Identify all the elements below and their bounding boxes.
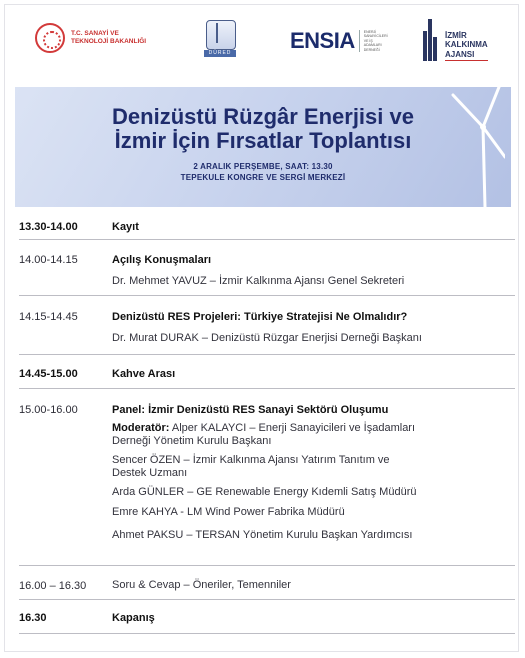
poster-frame bbox=[4, 4, 519, 652]
agenda-time: 15.00-16.00 bbox=[19, 404, 78, 416]
speaker-line: Dr. Mehmet YAVUZ – İzmir Kalkınma Ajansı Genel Sekreteri bbox=[112, 275, 405, 287]
ensia-logo bbox=[290, 28, 390, 54]
ensia-subtitle: ENERJİ SANAYİCİLERİ VE İŞ ADAMLARI DERNEĞİ bbox=[359, 30, 390, 53]
ministry-name-line2: TEKNOLOJİ BAKANLIĞI bbox=[71, 38, 147, 45]
moderator-name: Alper KALAYCI – Enerji Sanayicileri ve İşadamları bbox=[171, 422, 416, 434]
agenda-row bbox=[19, 355, 515, 389]
ensia-wordmark: ENSIA bbox=[290, 28, 355, 53]
agenda-table bbox=[19, 213, 515, 634]
agenda-title: Açılış Konuşmaları bbox=[112, 254, 212, 266]
agenda-time: 16.30 bbox=[19, 612, 47, 624]
izka-logo bbox=[423, 19, 488, 61]
moderator-line bbox=[112, 422, 512, 435]
event-venue: TEPEKULE KONGRE VE SERGİ MERKEZİ bbox=[180, 173, 346, 182]
panelist-line: Sencer ÖZEN – İzmir Kalkınma Ajansı Yatırım Tanıtım ve bbox=[112, 454, 390, 466]
speaker-line: Dr. Murat DURAK – Denizüstü Rüzgar Enerjisi Derneği Başkanı bbox=[112, 332, 422, 344]
agenda-row bbox=[19, 389, 515, 566]
agenda-time: 14.45-15.00 bbox=[19, 368, 78, 380]
tower-icon bbox=[423, 19, 437, 61]
panelist-line: Emre KAHYA - LM Wind Power Fabrika Müdürü bbox=[112, 506, 345, 518]
event-date: 2 ARALIK PERŞEMBE, SAAT: 13.30 bbox=[193, 162, 333, 171]
izka-line3: AJANSI bbox=[445, 49, 475, 59]
wind-turbine-icon bbox=[206, 20, 236, 50]
moderator-line-2: Derneği Yönetim Kurulu Başkanı bbox=[112, 435, 272, 447]
agenda-row bbox=[19, 566, 515, 600]
agenda-title: Panel: İzmir Denizüstü RES Sanayi Sektörü Oluşumu bbox=[112, 404, 389, 416]
agenda-time: 13.30-14.00 bbox=[19, 221, 78, 233]
izka-line1: İZMİR bbox=[445, 30, 467, 40]
agenda-row bbox=[19, 600, 515, 634]
event-details bbox=[15, 161, 511, 183]
dured-logo bbox=[200, 18, 240, 60]
agenda-row bbox=[19, 213, 515, 240]
panelist-line: Destek Uzmanı bbox=[112, 467, 188, 479]
agenda-row bbox=[19, 296, 515, 355]
agenda-title: Kayıt bbox=[112, 221, 139, 233]
agenda-time: 16.00 – 16.30 bbox=[19, 580, 87, 592]
panelist-line: Ahmet PAKSU – TERSAN Yönetim Kurulu Başkan Yardımcısı bbox=[112, 529, 413, 541]
agenda-title: Kahve Arası bbox=[112, 368, 176, 380]
event-title-line2: İzmir İçin Fırsatlar Toplantısı bbox=[114, 128, 412, 153]
agenda-row bbox=[19, 240, 515, 296]
agenda-time: 14.15-14.45 bbox=[19, 311, 78, 323]
agenda-title: Denizüstü RES Projeleri: Türkiye Stratejisi Ne Olmalıdır? bbox=[112, 311, 408, 323]
event-title-line1: Denizüstü Rüzgâr Enerjisi ve bbox=[112, 104, 414, 129]
dured-label: DÜRED bbox=[204, 50, 236, 57]
event-title bbox=[15, 105, 511, 153]
event-banner bbox=[15, 87, 511, 207]
moderator-label: Moderatör: bbox=[112, 422, 170, 434]
ministry-seal-icon bbox=[35, 23, 65, 53]
logo-bar bbox=[5, 5, 520, 73]
izka-line2: KALKINMA bbox=[445, 40, 488, 49]
ministry-name-line1: T.C. SANAYİ VE bbox=[71, 30, 119, 37]
agenda-description: Soru & Cevap – Öneriler, Temenniler bbox=[112, 579, 291, 591]
agenda-time: 14.00-14.15 bbox=[19, 254, 78, 266]
agenda-title: Kapanış bbox=[112, 612, 155, 624]
panelist-line: Arda GÜNLER – GE Renewable Energy Kıdemli Satış Müdürü bbox=[112, 486, 417, 498]
ministry-logo bbox=[35, 23, 146, 53]
